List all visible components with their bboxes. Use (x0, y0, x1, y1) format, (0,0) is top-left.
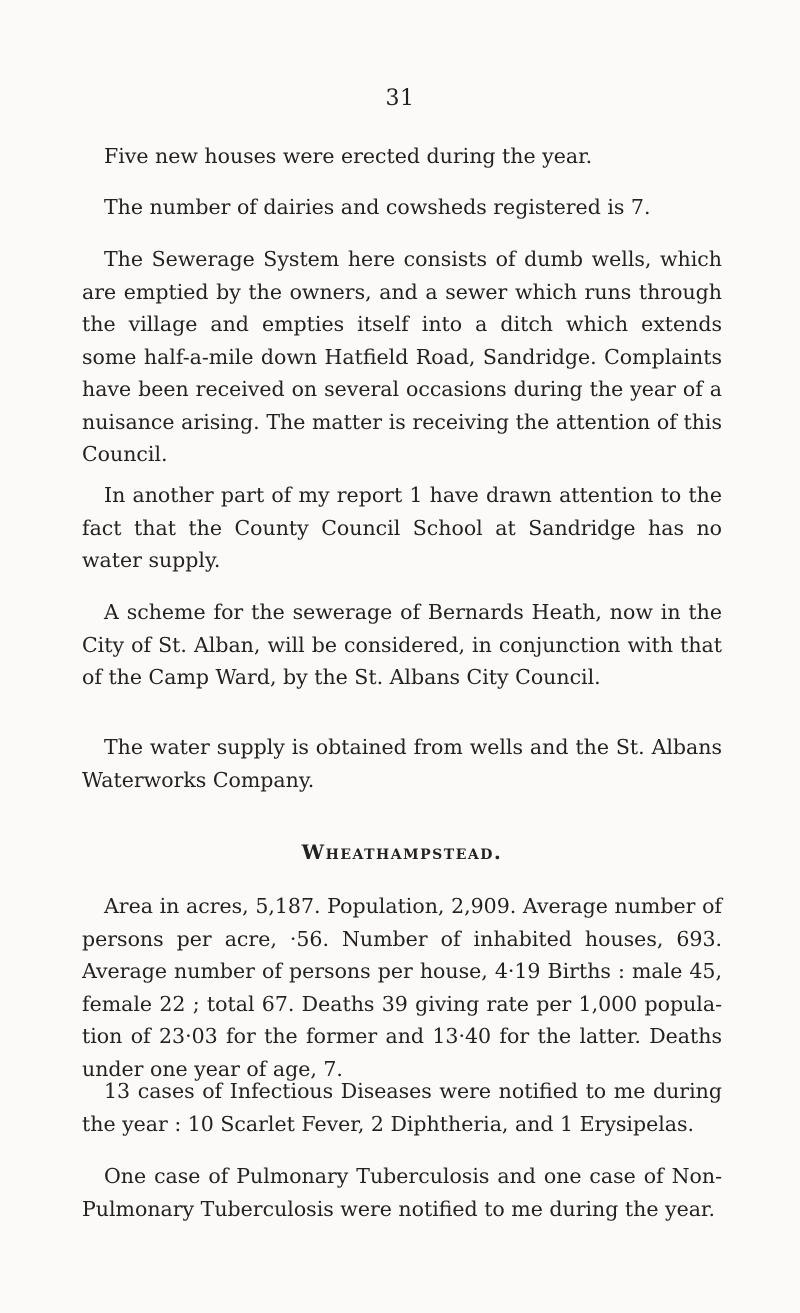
paragraph-sewerage-scheme: A scheme for the sewerage of Bernards Heath, now in the City of St. Alban, will be considered, in conjunction with that of the Camp Ward, by the St. Albans City Council. (82, 600, 722, 689)
paragraph-infectious-diseases: 13 cases of Infectious Diseases were notified to me during the year : 10 Scarlet Fever, 2 Diphtheria, and 1 Erysipelas. (82, 1079, 722, 1136)
paragraph-statistics: Area in acres, 5,187. Population, 2,909. Average number of persons per acre, ·56. Number of inhabited houses, 693. Average number of persons per house, 4·19 Births : male 45, female 22 ; total 67. Deaths 39 giving rate per 1,000 popula- tion of 23·03 for the former and 13·40 for the latter. Deaths under one year of age, 7. (82, 894, 722, 1081)
paragraph-sewerage-system: The Sewerage System here consists of dumb wells, which are emptied by the owners, and a sewer which runs through the village and empties itself into a ditch which extends some half-a-mile down Hatfield Road, Sandridge. Complaints have been received on several occasions during the year of a nuisance arising. The matter is receiving the attention of this Council. (82, 247, 722, 466)
paragraph-tuberculosis: One case of Pulmonary Tuberculosis and one case of Non- Pulmonary Tuberculosis were notified to me during the year. (82, 1164, 722, 1221)
paragraph-water-supply: The water supply is obtained from wells and the St. Albans Waterworks Company. (82, 735, 722, 792)
page-number: 31 (385, 86, 415, 111)
section-heading: Wheathampstead. (301, 840, 503, 864)
paragraph-new-houses: Five new houses were erected during the year. (104, 144, 593, 168)
paragraph-school-water: In another part of my report 1 have drawn attention to the fact that the County Council School at Sandridge has no water supply. (82, 483, 722, 572)
paragraph-dairies: The number of dairies and cowsheds registered is 7. (104, 195, 651, 219)
